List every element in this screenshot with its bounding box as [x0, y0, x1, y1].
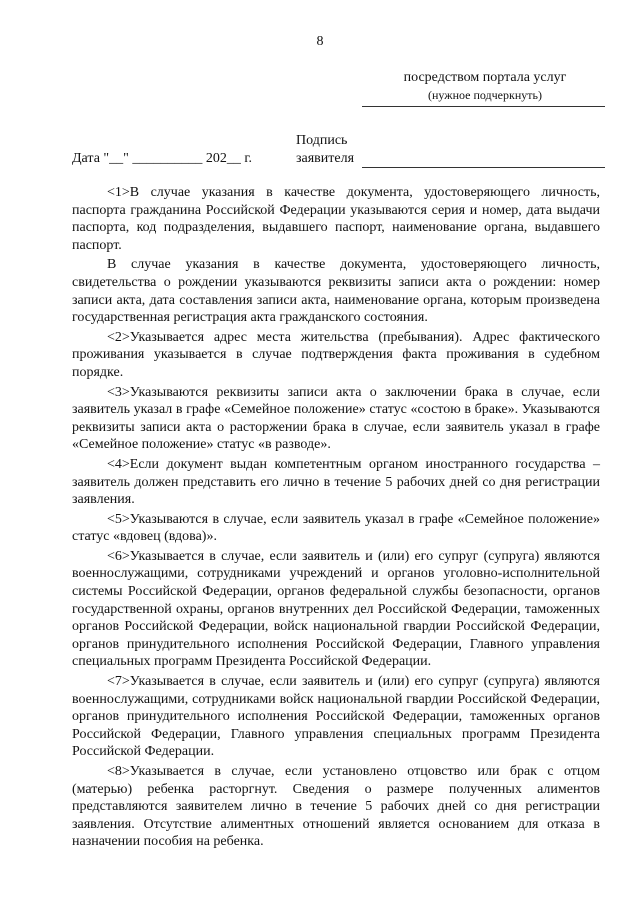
footnote-2: <2>Указывается адрес места жительства (пребывания). Адрес фактического проживания указывается в случае подтверждения факта проживания в судебном порядке. — [72, 329, 600, 380]
footnote-7: <7>Указывается в случае, если заявитель и (или) его супруг (супруга) являются военнослужащими, сотрудниками войск национальной гвардии Российской Федерации, органов принудительного исполнения Российской Федерации, таможенных органов Российской Федерации, Главного управления специальных программ Президента Российской Федерации. — [72, 674, 600, 760]
divider-line — [362, 106, 605, 107]
footnotes-body — [72, 184, 600, 853]
footnote-3: <3>Указываются реквизиты записи акта о заключении брака в случае, если заявитель указал в графе «Семейное положение» статус «состою в браке». Указываются реквизиты записи акта о расторжении брака в случае, если заявитель указал в графе «Семейное положение» статус «в разводе». — [72, 384, 600, 453]
portal-line: посредством портала услуг — [403, 70, 567, 85]
footnote-8: <8>Указывается в случае, если установлено отцовство или брак с отцом (матерью) ребенка расторгнут. Сведения о размере полученных алиментов представляются заявителем лично в течение 5 рабочих дней со дня регистрации заявления. Отсутствие алиментных отношений является основанием для отказа в назначении пособия на ребенка. — [72, 764, 600, 850]
footnote-4: <4>Если документ выдан компетентным органом иностранного государства – заявитель должен представить его лично в течение 5 рабочих дней со дня регистрации заявления. — [72, 456, 600, 508]
underline-note: (нужное подчеркнуть) — [428, 88, 542, 102]
signature-label-applicant: заявителя — [296, 151, 355, 166]
footnote-1: <1>В случае указания в качестве документа, удостоверяющего личность, паспорта гражданина Российской Федерации указываются серия и номер, дата выдачи паспорта, код подразделения, выдавшего паспорт, наименование органа, выдавшего паспорт. — [72, 185, 600, 253]
footnote-1-continuation: В случае указания в качестве документа, удостоверяющего личность, свидетельства о рождении указываются реквизиты записи акта о рождении: номер записи акта, дата составления записи акта, наименование органа, которым произведена государственная регистрация акта гражданского состояния. — [72, 257, 600, 326]
signature-label: Подпись — [296, 133, 348, 148]
footnote-5: <5>Указываются в случае, если заявитель указал в графе «Семейное положение» статус «вдовец (вдова)». — [72, 511, 600, 545]
signature-line — [362, 167, 605, 168]
date-field: Дата "__" __________ 202__ г. — [72, 151, 252, 166]
page-number: 8 — [316, 34, 324, 49]
footnote-6: <6>Указывается в случае, если заявитель и (или) его супруг (супруга) являются военнослужащими, сотрудниками учреждений и органов уголовно-исполнительной системы Российской Федерации, органов федеральной службы безопасности, органов государственной охраны, органов внутренних дел Российской Федерации, таможенных органов Российской Федерации, войск национальной гвардии Российской Федерации, органов принудительного исполнения Российской Федерации, Главного управления специальных программ Президента Российской Федерации. — [72, 548, 600, 670]
